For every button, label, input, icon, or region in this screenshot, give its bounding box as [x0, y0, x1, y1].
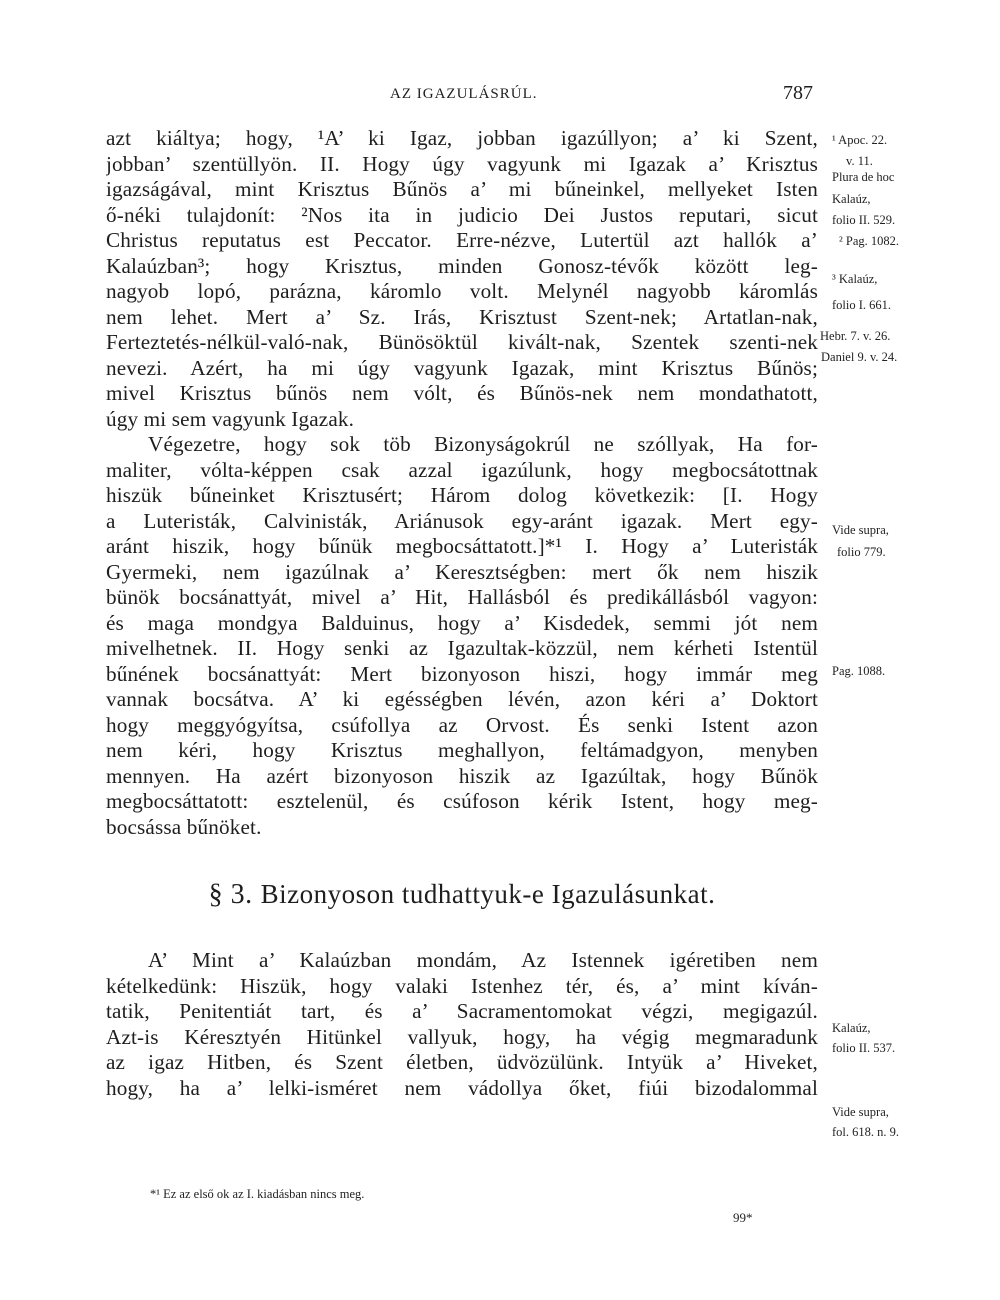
text-line: bünök bocsánattyát, mivel a’ Hit, Hallásból és predikállásból vagyon:: [106, 585, 818, 609]
text-line: Gyermeki, nem igazúlnak a’ Keresztségben: mert ők nem hiszik: [106, 559, 818, 584]
section-symbol: § 3.: [208, 879, 253, 910]
text-line: és maga mondgya Balduinus, hogy a’ Kisdedek, semmi jót nem: [106, 610, 818, 635]
margin-note: folio I. 661.: [832, 298, 892, 312]
text-line: ő-néki tulajdonít: ²Nos ita in judicio Dei Justos reputari, sicut: [106, 202, 818, 227]
margin-note: ² Pag. 1082.: [839, 234, 899, 248]
margin-note: Daniel 9. v. 24.: [821, 350, 898, 364]
text-line: mivelhetnek. II. Hogy senki az Igazultak-közzül, nem kérheti Istentül: [106, 636, 818, 660]
margin-note: folio 779.: [837, 545, 886, 559]
margin-note: ¹ Apoc. 22.: [832, 133, 888, 147]
text-line: mennyen. Ha azért bizonyoson hiszik az Igazúltak, hogy Bűnök: [106, 763, 818, 788]
paragraph-2: [106, 432, 818, 840]
text-line: a Luteristák, Calvinisták, Ariánusok egy-aránt igazak. Mert egy-: [106, 508, 818, 533]
text-line: vannak bocsátva. A’ ki egésségben lévén, azon kéri a’ Doktort: [106, 687, 818, 711]
text-line: nem kéri, hogy Krisztus meghallyon, feltámadgyon, menyben: [106, 738, 818, 762]
margin-note: Vide supra,: [832, 523, 889, 537]
main-text: [106, 126, 818, 1101]
text-line: nevezi. Azért, ha mi úgy vagyunk Igazak, mint Krisztus Bűnös;: [106, 355, 818, 380]
text-line: aránt hiszik, hogy bűnük megbocsáttatott.]*¹ I. Hogy a’ Luteristák: [106, 534, 818, 558]
text-line: A’ Mint a’ Kalaúzban mondám, Az Istennek igéretiben nem: [148, 948, 818, 972]
text-line: megbocsáttatott: esztelenül, és csúfoson kérik Istent, hogy meg-: [106, 789, 818, 813]
section-heading: [106, 874, 818, 914]
text-line: igazságával, mint Krisztus Bűnös a’ mi bűneinkel, mellyeket Isten: [106, 177, 818, 201]
text-line: jobban’ szentüllyön. II. Hogy úgy vagyunk mi Igazak a’ Krisztus: [106, 151, 818, 176]
margin-note: Pag. 1088.: [832, 664, 886, 678]
text-line: tatik, Penitentiát tart, és a’ Sacramentomokat végzi, megigazúl.: [106, 999, 818, 1023]
running-title: AZ IGAZULÁSRÚL.: [390, 86, 538, 102]
margin-note: Kalaúz,: [832, 192, 871, 206]
text-line: Christus reputatus est Peccator. Erre-nézve, Lutertül azt hallók a’: [106, 228, 818, 252]
text-line: hogy meggyógyítsa, csúfollya az Orvost. És senki Istent azon: [106, 712, 818, 737]
page-header: [0, 82, 1000, 112]
margin-note: Hebr. 7. v. 26.: [820, 329, 891, 343]
text-line: mivel Krisztus bűnös nem vólt, és Bűnös-nek nem mondathatott,: [106, 381, 818, 405]
text-line: bűnének bocsánattyát: Mert bizonyoson hiszi, hogy immár meg: [106, 661, 818, 686]
text-line: nagyob lopó, parázna, káromlo volt. Melynél nagyobb káromlás: [106, 279, 818, 303]
text-line: az igaz Hitben, és Szent életben, üdvözülünk. Intyük a’ Hiveket,: [106, 1050, 818, 1074]
paragraph-1: [106, 126, 818, 432]
margin-note: folio II. 537.: [832, 1041, 896, 1055]
margin-note: ³ Kalaúz,: [832, 272, 878, 286]
text-line: hogy, ha a’ lelki-isméret nem vádollya őket, fiúi bizodalommal: [106, 1075, 818, 1100]
text-line: azt kiáltya; hogy, ¹A’ ki Igaz, jobban igazúllyon; a’ ki Szent,: [106, 126, 818, 150]
text-line: kételkedünk: Hiszük, hogy valaki Istenhez tér, és, a’ mint kíván-: [106, 973, 818, 998]
text-line: Végezetre, hogy sok töb Bizonyságokrúl ne szóllyak, Ha for-: [148, 432, 818, 456]
page-number: 787: [783, 82, 813, 104]
text-line: Azt-is Kéresztyén Hitünkel vallyuk, hogy, ha végig megmaradunk: [106, 1024, 818, 1049]
margin-note: fol. 618. n. 9.: [832, 1125, 900, 1139]
text-line: úgy mi sem vagyunk Igazak.: [106, 406, 355, 431]
paragraph-3: [106, 948, 818, 1101]
margin-note: Kalaúz,: [832, 1021, 871, 1035]
margin-note: folio II. 529.: [832, 213, 896, 227]
text-line: Ferteztetés-nélkül-való-nak, Bünösöktül kivált-nak, Szentek szenti-nek: [106, 330, 818, 354]
margin-note: Plura de hoc: [832, 170, 895, 184]
margin-note: v. 11.: [846, 154, 873, 168]
section-title: Bizonyoson tudhattyuk-e Igazulásunkat.: [260, 879, 716, 909]
printer-signature: 99*: [733, 1210, 753, 1225]
margin-note: Vide supra,: [832, 1105, 889, 1119]
text-line: bocsássa bűnöket.: [106, 814, 262, 839]
text-line: maliter, vólta-képpen csak azzal igazúlunk, hogy megbocsátottnak: [106, 457, 818, 482]
text-line: hiszük bűneinket Krisztusért; Három dolog következik: [I. Hogy: [106, 483, 818, 507]
footnote: *¹ Ez az első ok az I. kiadásban nincs meg.: [150, 1187, 365, 1201]
text-line: nem lehet. Mert a’ Sz. Irás, Krisztust Szent-nek; Artatlan-nak,: [106, 304, 818, 329]
text-line: Kalaúzban³; hogy Krisztus, minden Gonosz-tévők között leg-: [106, 253, 818, 278]
